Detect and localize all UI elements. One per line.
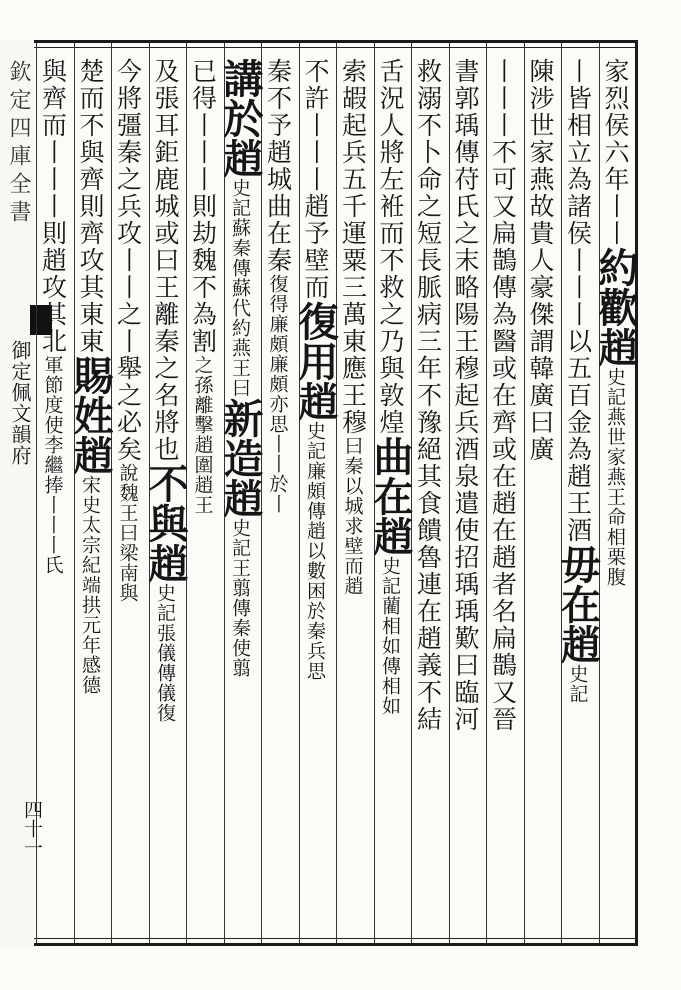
text-segment: 及張耳鉅鹿城或曰王離秦之名將也 — [151, 58, 180, 463]
text-column — [554, 58, 602, 926]
text-segment: 史記廉頗傳趙以數困於秦兵思 — [304, 421, 326, 681]
text-column — [292, 58, 339, 926]
text-segment: 曰秦以城求壁而趙 — [341, 436, 364, 596]
text-segment: 家烈侯六年丨丨 — [601, 58, 630, 247]
text-column — [187, 58, 223, 926]
text-segment: 復得廉頗廉頗亦思丨丨於丨 — [266, 274, 289, 514]
text-segment: 軍節度使李繼捧丨丨丨氏 — [41, 355, 64, 575]
text-segment: 之孫離擊趙圍趙王 — [191, 355, 214, 515]
text-column — [337, 58, 373, 926]
text-segment: 說魏王曰梁南與 — [116, 463, 139, 603]
text-segment: 史記王翦傳秦使翦 — [229, 518, 251, 678]
headword: 講於趙 — [217, 58, 264, 178]
text-column — [412, 58, 448, 926]
text-segment: 索嘏起兵五千運粟三萬東應王穆 — [338, 58, 368, 436]
text-segment: 已得丨丨丨則劫魏不為割 — [188, 58, 218, 355]
text-column — [525, 58, 561, 926]
text-column — [592, 58, 639, 926]
page-number: 四十一 — [21, 800, 43, 857]
text-segment: 秦不予趙城曲在秦 — [263, 58, 293, 274]
text-column — [367, 58, 414, 926]
headword: 毋在趙 — [554, 544, 602, 664]
margin-book-title: 御定佩文韻府 — [8, 340, 32, 466]
text-column — [217, 58, 264, 926]
text-segment: 宋史太宗紀端拱元年感德 — [79, 475, 101, 695]
text-column — [112, 58, 148, 926]
text-segment: 不許丨丨丨趙予壁而 — [301, 58, 330, 301]
text-segment: 史記燕世家燕王命相栗腹 — [604, 367, 626, 587]
text-column — [262, 58, 298, 926]
text-segment: 史記張儀傳儀復 — [154, 583, 176, 723]
headword: 新造趙 — [217, 398, 264, 518]
headword: 復用趙 — [292, 301, 339, 421]
text-segment: 楚而不與齊則齊攻其東東 — [76, 58, 105, 355]
text-segment: 丨皆相立為諸侯丨丨丨以五百金為趙王酒 — [563, 58, 593, 544]
text-column — [142, 58, 189, 926]
text-segment: 與齊而丨丨丨則趙攻其北 — [38, 58, 68, 355]
margin-fold-text: 欽定四庫全書 — [6, 60, 31, 228]
text-segment: 舌況人將左袵而不救之乃與敦煌 — [376, 58, 405, 436]
text-segment: 史記蘇秦傳蘇代約燕王曰 — [229, 178, 251, 398]
headword: 不與趙 — [142, 463, 189, 583]
headword: 賜姓趙 — [67, 355, 114, 475]
text-segment: 今將彊秦之兵攻丨丨之丨舉之必矣 — [113, 58, 143, 463]
text-column — [67, 58, 114, 926]
text-segment: 丨丨丨不可又扁鵲傳為醫或在齊或在趙在趙者名扁鵲又晉 — [488, 58, 518, 733]
text-segment: 史記藺相如傳相如 — [379, 556, 401, 716]
text-segment: 史記 — [566, 664, 589, 704]
headword: 曲在趙 — [367, 436, 414, 556]
text-column — [487, 58, 523, 926]
headword: 約歡趙 — [592, 247, 639, 367]
text-segment: 陳涉世家燕故貴人豪傑謂韓廣曰廣 — [526, 58, 555, 463]
text-column — [37, 58, 73, 926]
text-segment: 救溺不卜命之短長脈病三年不豫絕其食饋魯連在趙義不結 — [413, 58, 443, 733]
text-column — [450, 58, 486, 926]
text-segment: 書郭瑀傳苻氏之末略陽王穆起兵酒泉遣使招瑀瑀歎曰臨河 — [451, 58, 480, 733]
